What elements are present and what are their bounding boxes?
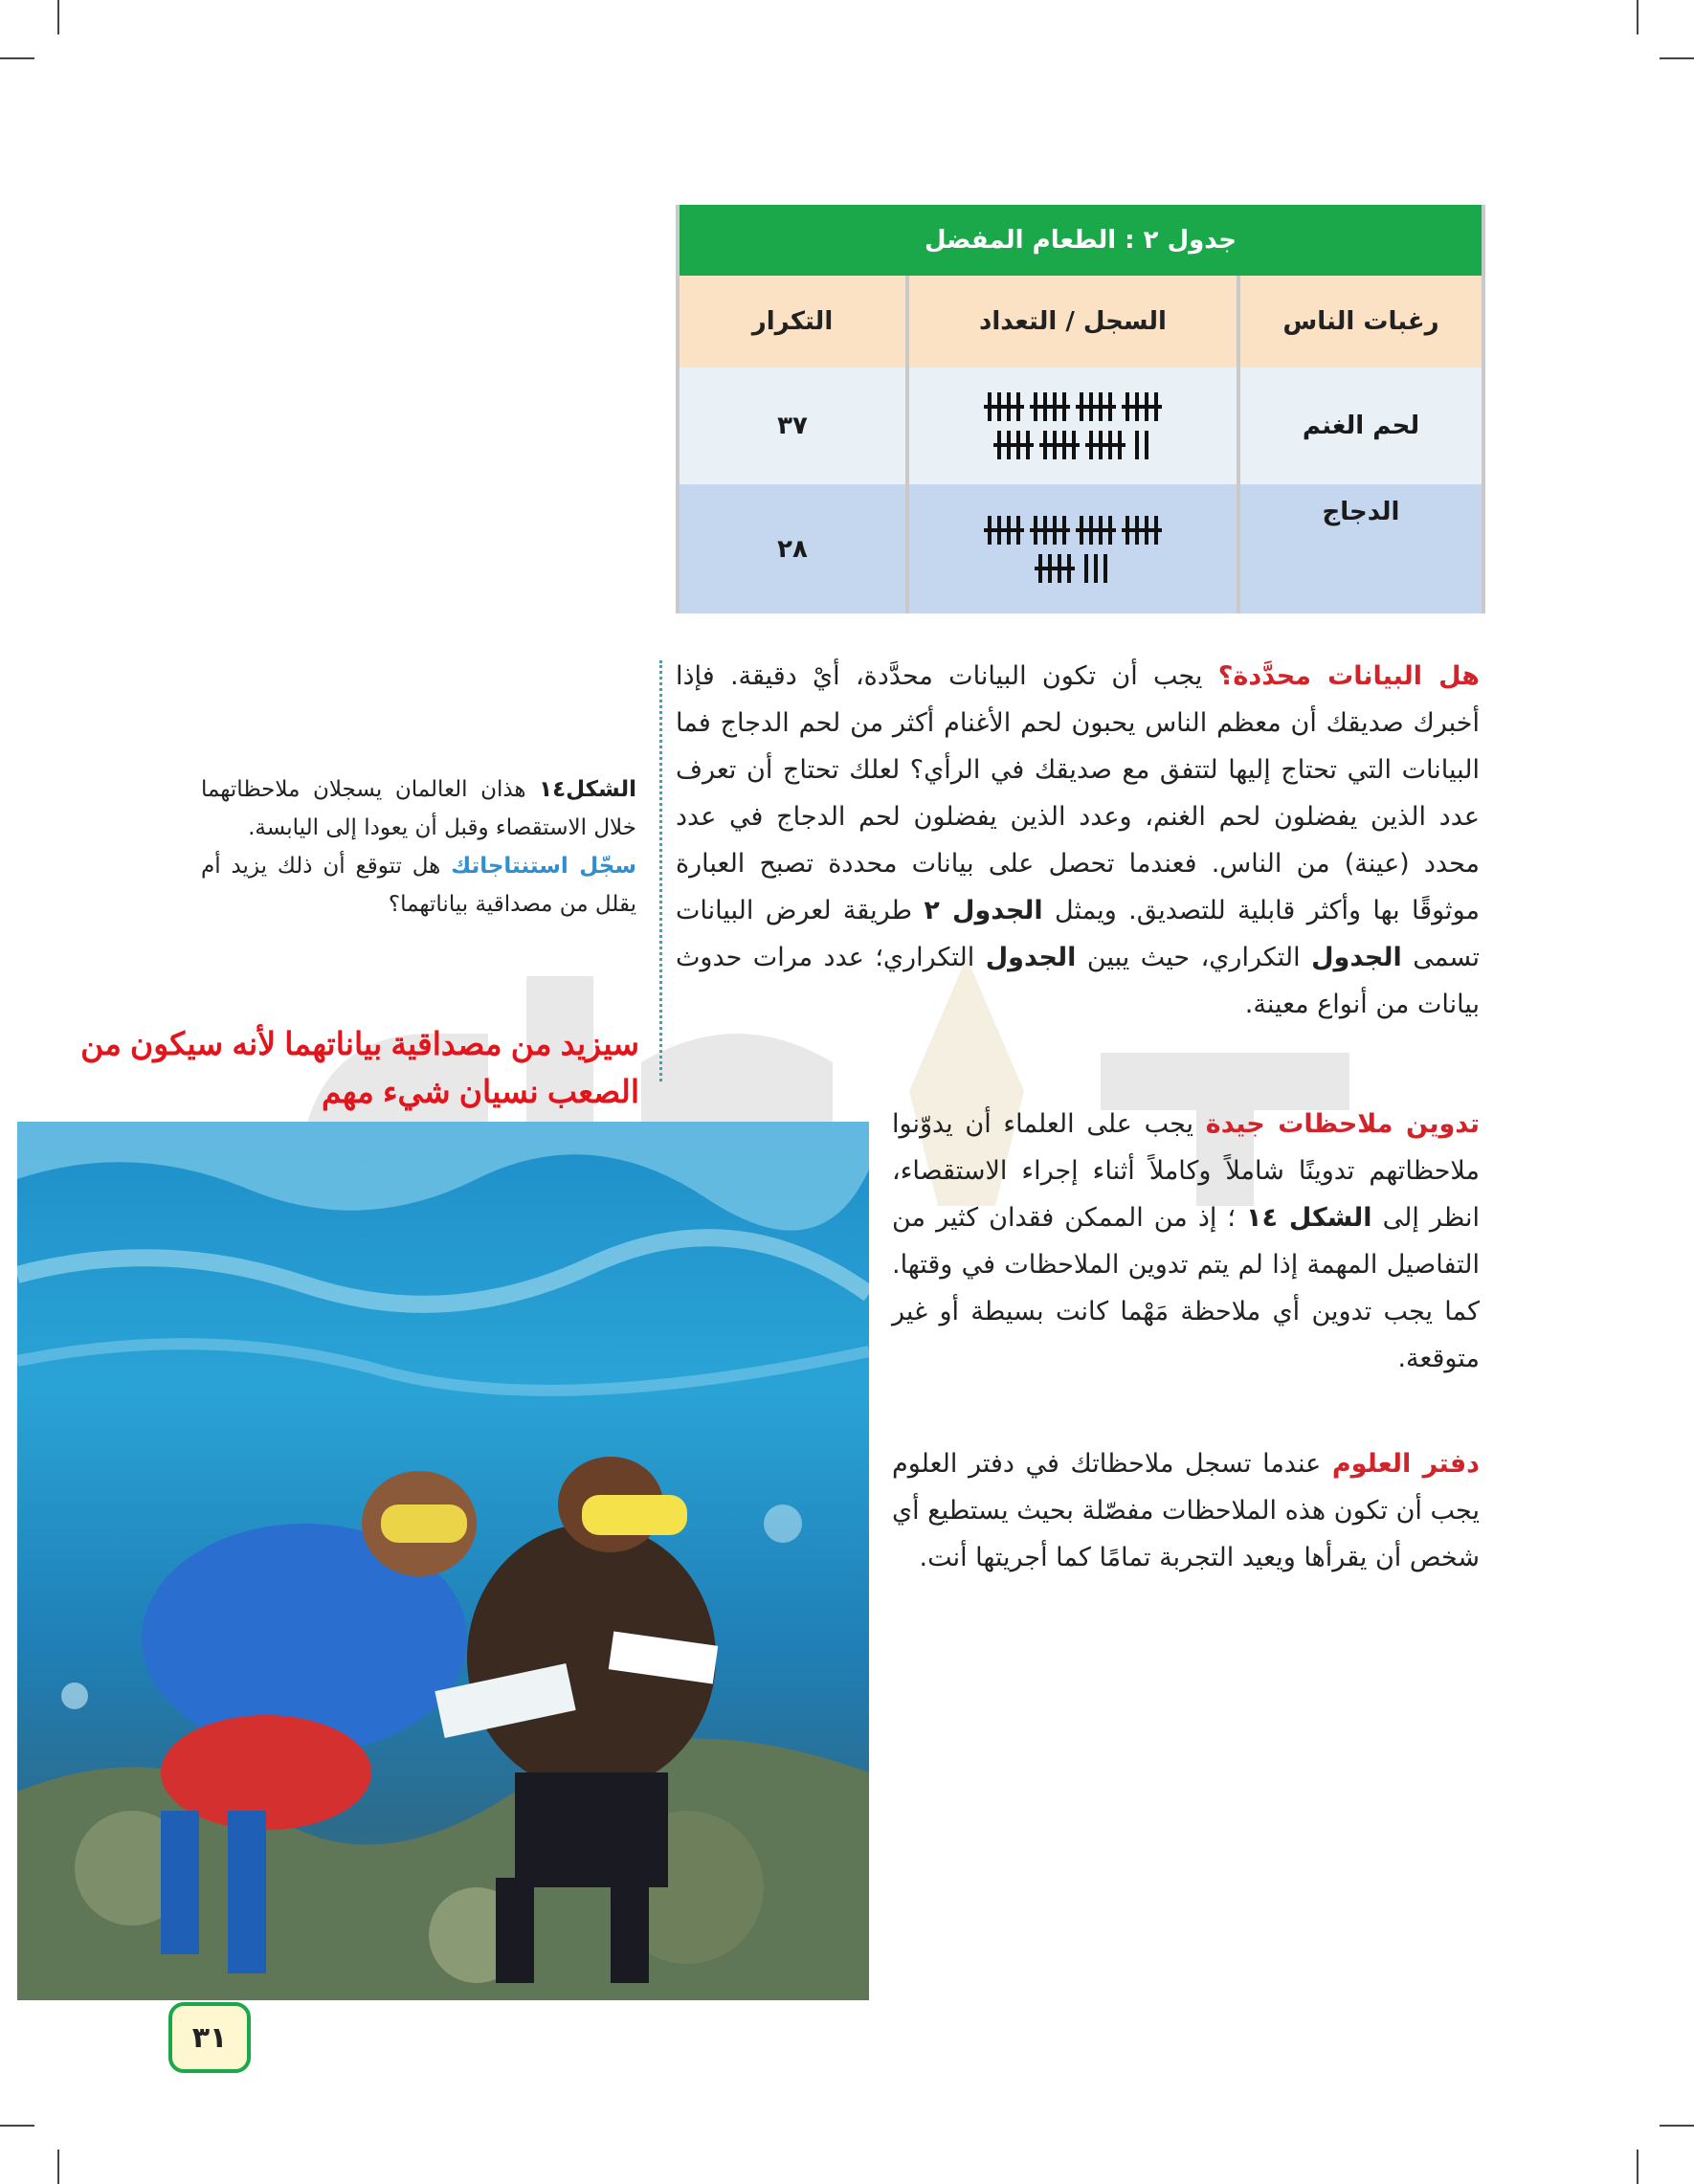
table-row: [678, 484, 1483, 613]
tally-slash: [984, 528, 1024, 532]
caption-text: هذان العالمان يسجلان ملاحظاتهما خلال الاستقصاء وقبل أن يعودا إلى اليابسة.: [201, 777, 636, 840]
tally-line: [988, 392, 1158, 421]
divers-illustration: [17, 1122, 869, 2000]
tally-group: [1034, 516, 1066, 545]
tally-group: [988, 392, 1020, 421]
tally-group: [1080, 516, 1112, 545]
section-science-notebook: [892, 1440, 1480, 1581]
tally-line: [1038, 554, 1107, 583]
tally-group: [1126, 516, 1158, 545]
tally-slash: [1030, 528, 1070, 532]
tally-stroke: [1135, 431, 1139, 459]
crop-mark: [1660, 2125, 1694, 2127]
term-figure: الشكل ١٤: [1246, 1203, 1372, 1233]
table-header-frequency: التكرار: [678, 276, 907, 368]
tally-group: [1084, 554, 1107, 583]
tally-group: [988, 516, 1020, 545]
table-cell-tally: [907, 484, 1238, 613]
handwritten-answer: سيزيد من مصداقية بياناتهما لأنه سيكون من الصعب نسيان شيء مهم: [80, 1026, 639, 1109]
tally-slash: [1076, 405, 1116, 409]
term-table: الجدول: [985, 943, 1077, 972]
term-table: الجدول ٢: [924, 896, 1043, 925]
tally-slash: [1122, 528, 1162, 532]
paragraph-text: التكراري؛ عدد مرات حدوث بيانات من أنواع معينة.: [676, 943, 1480, 1019]
table-title: جدول ٢ : الطعام المفضل: [678, 205, 1483, 276]
paragraph-text: ؛ إذ من الممكن فقدان كثير من التفاصيل المهمة إذا لم يتم تدوين الملاحظات في وقتها. كما يجب تدوين أي ملاحظة مَهْما كانت بسيطة أو غير متوقعة.: [892, 1203, 1480, 1373]
paragraph-text: يجب على العلماء أن يدوّنوا ملاحظاتهم تدوينًا شاملاً وكاملاً أثناء إجراء الاستقصاء، انظر إلى: [892, 1109, 1480, 1233]
tally-stroke: [1145, 431, 1148, 459]
table-cell-frequency: ٣٧: [678, 368, 907, 484]
tally-stroke: [1103, 554, 1107, 583]
term-table: الجدول: [1311, 943, 1402, 972]
tally-group: [1080, 392, 1112, 421]
tally-group: [1089, 431, 1122, 459]
tally-slash: [1085, 443, 1126, 447]
table-cell-frequency: ٢٨: [678, 484, 907, 613]
tally-slash: [1039, 443, 1080, 447]
tally-line: [988, 516, 1158, 545]
crop-mark: [1660, 57, 1694, 59]
table-header-tally: السجل / التعداد: [907, 276, 1238, 368]
section-heading: دفتر العلوم: [1331, 1449, 1480, 1479]
tally-marks: [910, 392, 1236, 459]
section-heading: تدوين ملاحظات جيدة: [1205, 1109, 1480, 1139]
table-cell-tally: [907, 368, 1238, 484]
section-data-specific: [676, 653, 1480, 1028]
crop-mark: [57, 0, 59, 34]
tally-group: [1034, 392, 1066, 421]
tally-group: [1126, 392, 1158, 421]
table-row: [678, 368, 1483, 484]
section-good-observations: [892, 1101, 1480, 1382]
prompt-text: هل تتوقع أن ذلك يزيد أم يقلل من مصداقية بياناتهما؟: [201, 854, 636, 917]
figure-label: الشكل١٤: [539, 777, 636, 802]
frequency-table: [676, 205, 1485, 613]
tally-slash: [984, 405, 1024, 409]
crop-mark: [57, 2150, 59, 2184]
tally-group: [997, 431, 1030, 459]
tally-group: [1135, 431, 1148, 459]
paragraph-text: عندما تسجل ملاحظاتك في دفتر العلوم يجب أن تكون هذه الملاحظات مفصّلة بحيث يستطيع أي شخص أن يقرأها ويعيد التجربة تمامًا كما أجريتها أنت.: [892, 1449, 1480, 1572]
divers-photo: [17, 1122, 869, 2000]
tally-stroke: [1094, 554, 1098, 583]
crop-mark: [1637, 0, 1638, 34]
tally-slash: [993, 443, 1034, 447]
crop-mark: [1637, 2150, 1638, 2184]
tally-slash: [1035, 567, 1075, 570]
tally-slash: [1076, 528, 1116, 532]
section-heading: هل البيانات محدَّدة؟: [1217, 661, 1480, 691]
tally-slash: [1122, 405, 1162, 409]
paragraph-text: التكراري، حيث يبين: [1086, 943, 1301, 972]
crop-mark: [0, 2125, 34, 2127]
figure-caption: [201, 770, 636, 924]
tally-line: [997, 431, 1148, 459]
column-divider: [659, 660, 662, 1081]
table-cell-category: لحم الغنم: [1238, 368, 1483, 484]
prompt-label: سجّل استنتاجاتك: [451, 854, 636, 879]
paragraph-text: طريقة لعرض البيانات تسمى: [676, 896, 1480, 972]
table-header-preferences: رغبات الناس: [1238, 276, 1483, 368]
page-number: ٣١: [168, 2002, 251, 2073]
paragraph-text: يجب أن تكون البيانات محدَّدة، أيْ دقيقة. فإذا أخبرك صديقك أن معظم الناس يحبون لحم الأغنام أكثر من لحم الدجاج فما البيانات التي تحتاج إليها لتتفق مع صديقك في الرأي؟ لعلك تحتاج أن تعرف عدد الذين يفضلون لحم الغنم، وعدد الذين يفضلون لحم الدجاج في عدد محدد (عينة) من الناس. فعندما تحصل على بيانات محددة تصبح العبارة موثوقًا بها وأكثر قابلية للتصديق. ويمثل: [676, 661, 1480, 925]
table-cell-category: الدجاج: [1238, 484, 1483, 613]
tally-marks: [910, 516, 1236, 583]
tally-group: [1038, 554, 1071, 583]
tally-slash: [1030, 405, 1070, 409]
tally-stroke: [1084, 554, 1088, 583]
tally-group: [1043, 431, 1076, 459]
crop-mark: [0, 57, 34, 59]
